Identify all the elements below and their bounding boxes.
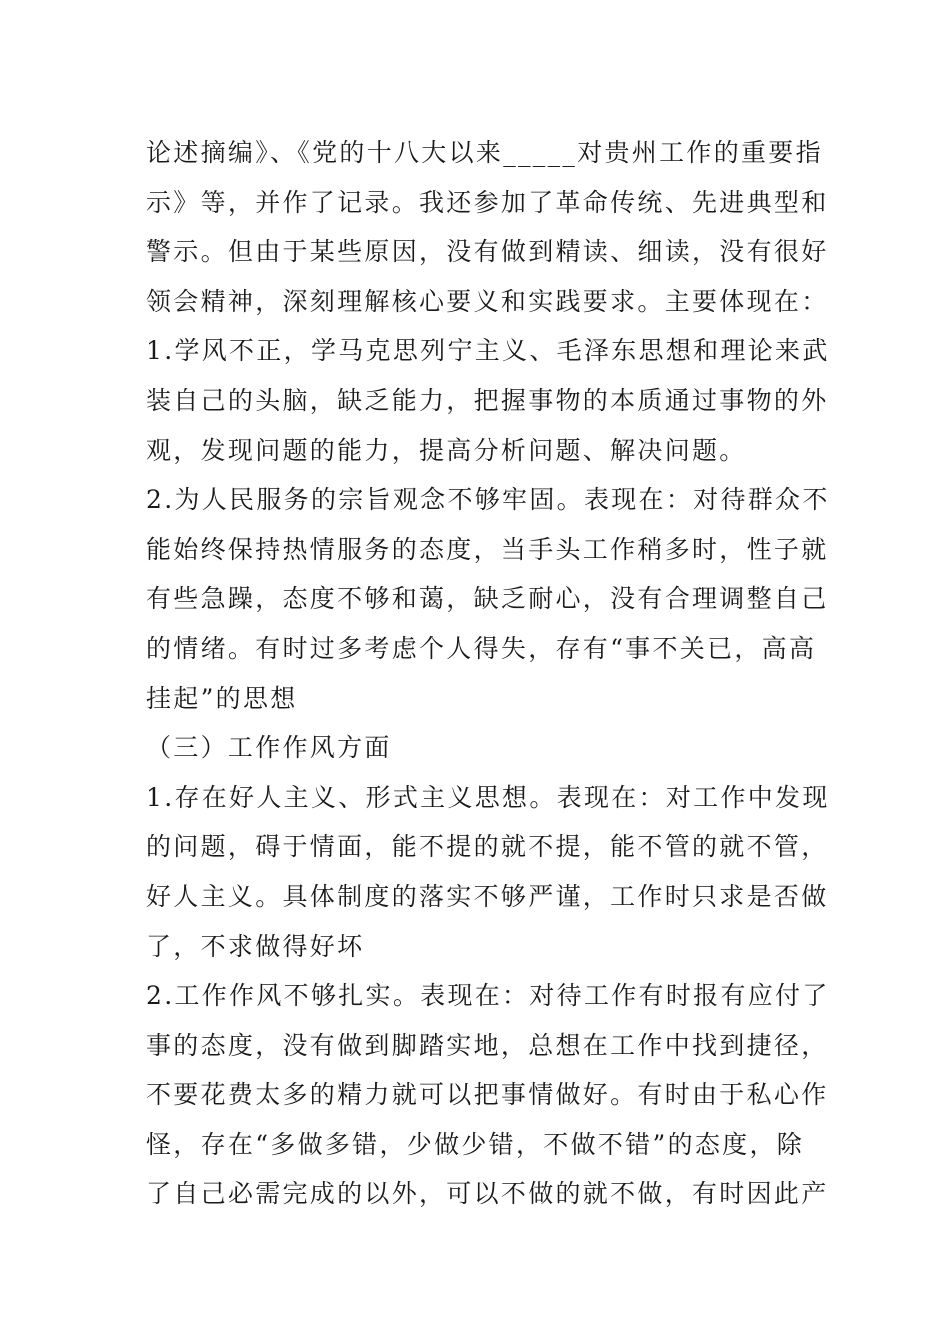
document-body [146, 128, 830, 1219]
text-line: 好人主义。具体制度的落实不够严谨，工作时只求是否做 [146, 881, 829, 911]
text-line: 装自己的头脑，缺乏能力，把握事物的本质通过事物的外 [146, 385, 829, 415]
text-line: 挂起”的思想 [146, 683, 298, 713]
text-line: 警示。但由于某些原因，没有做到精读、细读，没有很好 [146, 237, 829, 267]
text-line: 怪，存在“多做多错，少做少错，不做不错”的态度，除 [146, 1129, 805, 1159]
text-line: 了，不求做得好坏 [146, 931, 365, 961]
section-heading: （三）工作作风方面 [146, 733, 392, 763]
text-line: 1.存在好人主义、形式主义思想。表现在：对工作中发现 [146, 782, 830, 812]
text-line: 的情绪。有时过多考虑个人得失，存有“事不关已，高高 [146, 633, 817, 663]
text-line: 能始终保持热情服务的态度，当手头工作稍多时，性子就 [146, 534, 829, 564]
text-line: 的问题，碍于情面，能不提的就不提，能不管的就不管， [146, 832, 829, 862]
text-line: 不要花费太多的精力就可以把事情做好。有时由于私心作 [146, 1080, 829, 1110]
text-line: 论述摘编》、《党的十八大以来_____对贵州工作的重要指 [146, 138, 823, 167]
text-line: 观，发现问题的能力，提高分析问题、解决问题。 [146, 435, 747, 465]
text-line: 1.学风不正，学马克思列宁主义、毛泽东思想和理论来武 [146, 336, 830, 366]
text-line: 2.为人民服务的宗旨观念不够牢固。表现在：对待群众不 [146, 485, 830, 515]
text-line: 有些急躁，态度不够和蔼，缺乏耐心，没有合理调整自己 [146, 584, 829, 614]
text-line: 领会精神，深刻理解核心要义和实践要求。主要体现在： [146, 286, 829, 316]
text-line: 了自己必需完成的以外，可以不做的就不做，有时因此产 [146, 1179, 829, 1209]
text-line: 事的态度，没有做到脚踏实地，总想在工作中找到捷径， [146, 1030, 829, 1060]
text-line: 示》等，并作了记录。我还参加了革命传统、先进典型和 [146, 187, 829, 217]
text-line: 2.工作作风不够扎实。表现在：对待工作有时报有应付了 [146, 981, 830, 1011]
